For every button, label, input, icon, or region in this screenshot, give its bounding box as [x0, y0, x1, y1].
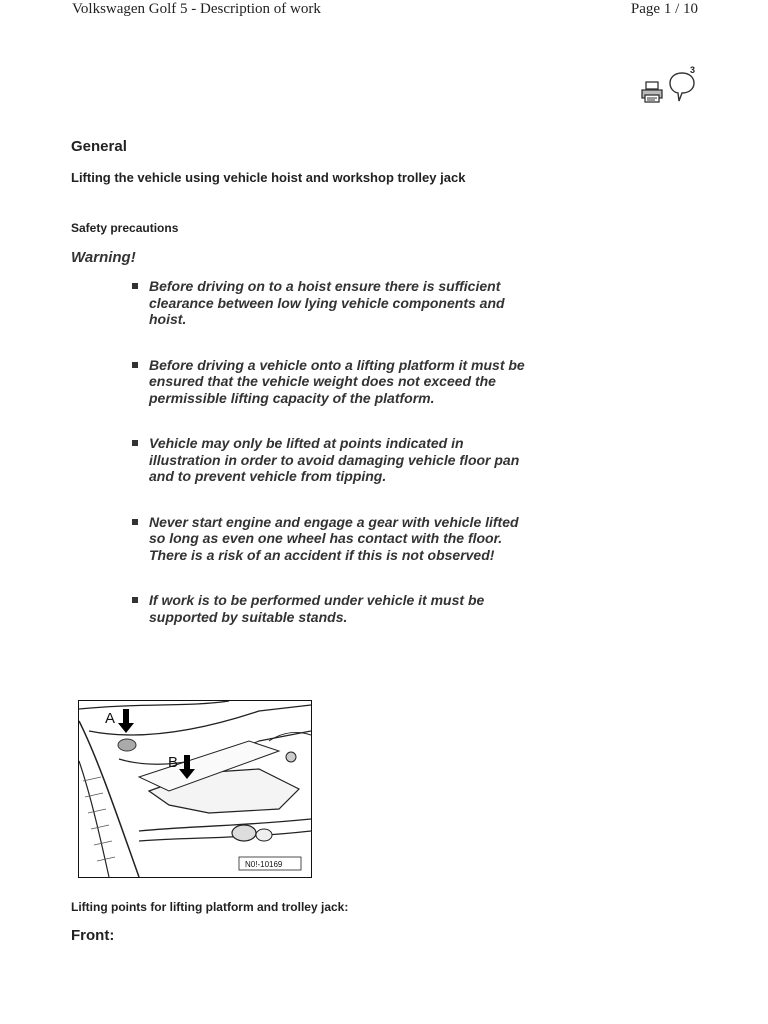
label-b: B [168, 754, 179, 771]
speech-bubble-icon[interactable] [668, 70, 696, 104]
warning-label: Warning! [71, 249, 136, 266]
front-heading: Front: [71, 927, 115, 944]
bullet-icon [132, 362, 138, 368]
warning-text: Before driving a vehicle onto a lifting platform it must be ensured that the vehicle weight does not exceed the permissible lifting capacity of the platform. [149, 356, 525, 406]
document-title: Volkswagen Golf 5 - Description of work [72, 1, 321, 17]
list-item [130, 278, 530, 328]
vehicle-underside-drawing [79, 701, 311, 877]
warning-list [130, 278, 530, 654]
bullet-icon [132, 440, 138, 446]
list-item [130, 435, 530, 485]
figure-reference: N0!-10169 [245, 860, 283, 869]
list-item [130, 592, 530, 625]
list-item [130, 514, 530, 564]
bullet-icon [132, 283, 138, 289]
section-subtitle: Lifting the vehicle using vehicle hoist and workshop trolley jack [71, 170, 466, 185]
printer-icon[interactable] [640, 80, 664, 104]
safety-heading: Safety precautions [71, 221, 179, 235]
document-toolbar [636, 62, 702, 108]
section-title: General [71, 138, 127, 155]
warning-text: If work is to be performed under vehicle it must be supported by suitable stands. [149, 592, 485, 625]
warning-text: Before driving on to a hoist ensure there is sufficient clearance between low lying vehicle components and hoist. [149, 278, 505, 327]
lifting-points-illustration [78, 700, 312, 878]
warning-text: Never start engine and engage a gear with vehicle lifted so long as even one wheel has contact with the floor. There is a risk of an accident if this is not observed! [149, 513, 519, 563]
warning-text: Vehicle may only be lifted at points indicated in illustration in order to avoid damaging vehicle floor pan and to prevent vehicle from tipping. [149, 435, 520, 484]
list-item [130, 357, 530, 407]
figure-caption: Lifting points for lifting platform and trolley jack: [71, 900, 349, 914]
arrow-a-icon [118, 709, 134, 733]
bullet-icon [132, 519, 138, 525]
page-number: Page 1 / 10 [630, 1, 698, 17]
comment-count: 3 [690, 65, 696, 75]
label-a: A [105, 710, 116, 727]
page-header [0, 0, 768, 24]
bullet-icon [132, 597, 138, 603]
